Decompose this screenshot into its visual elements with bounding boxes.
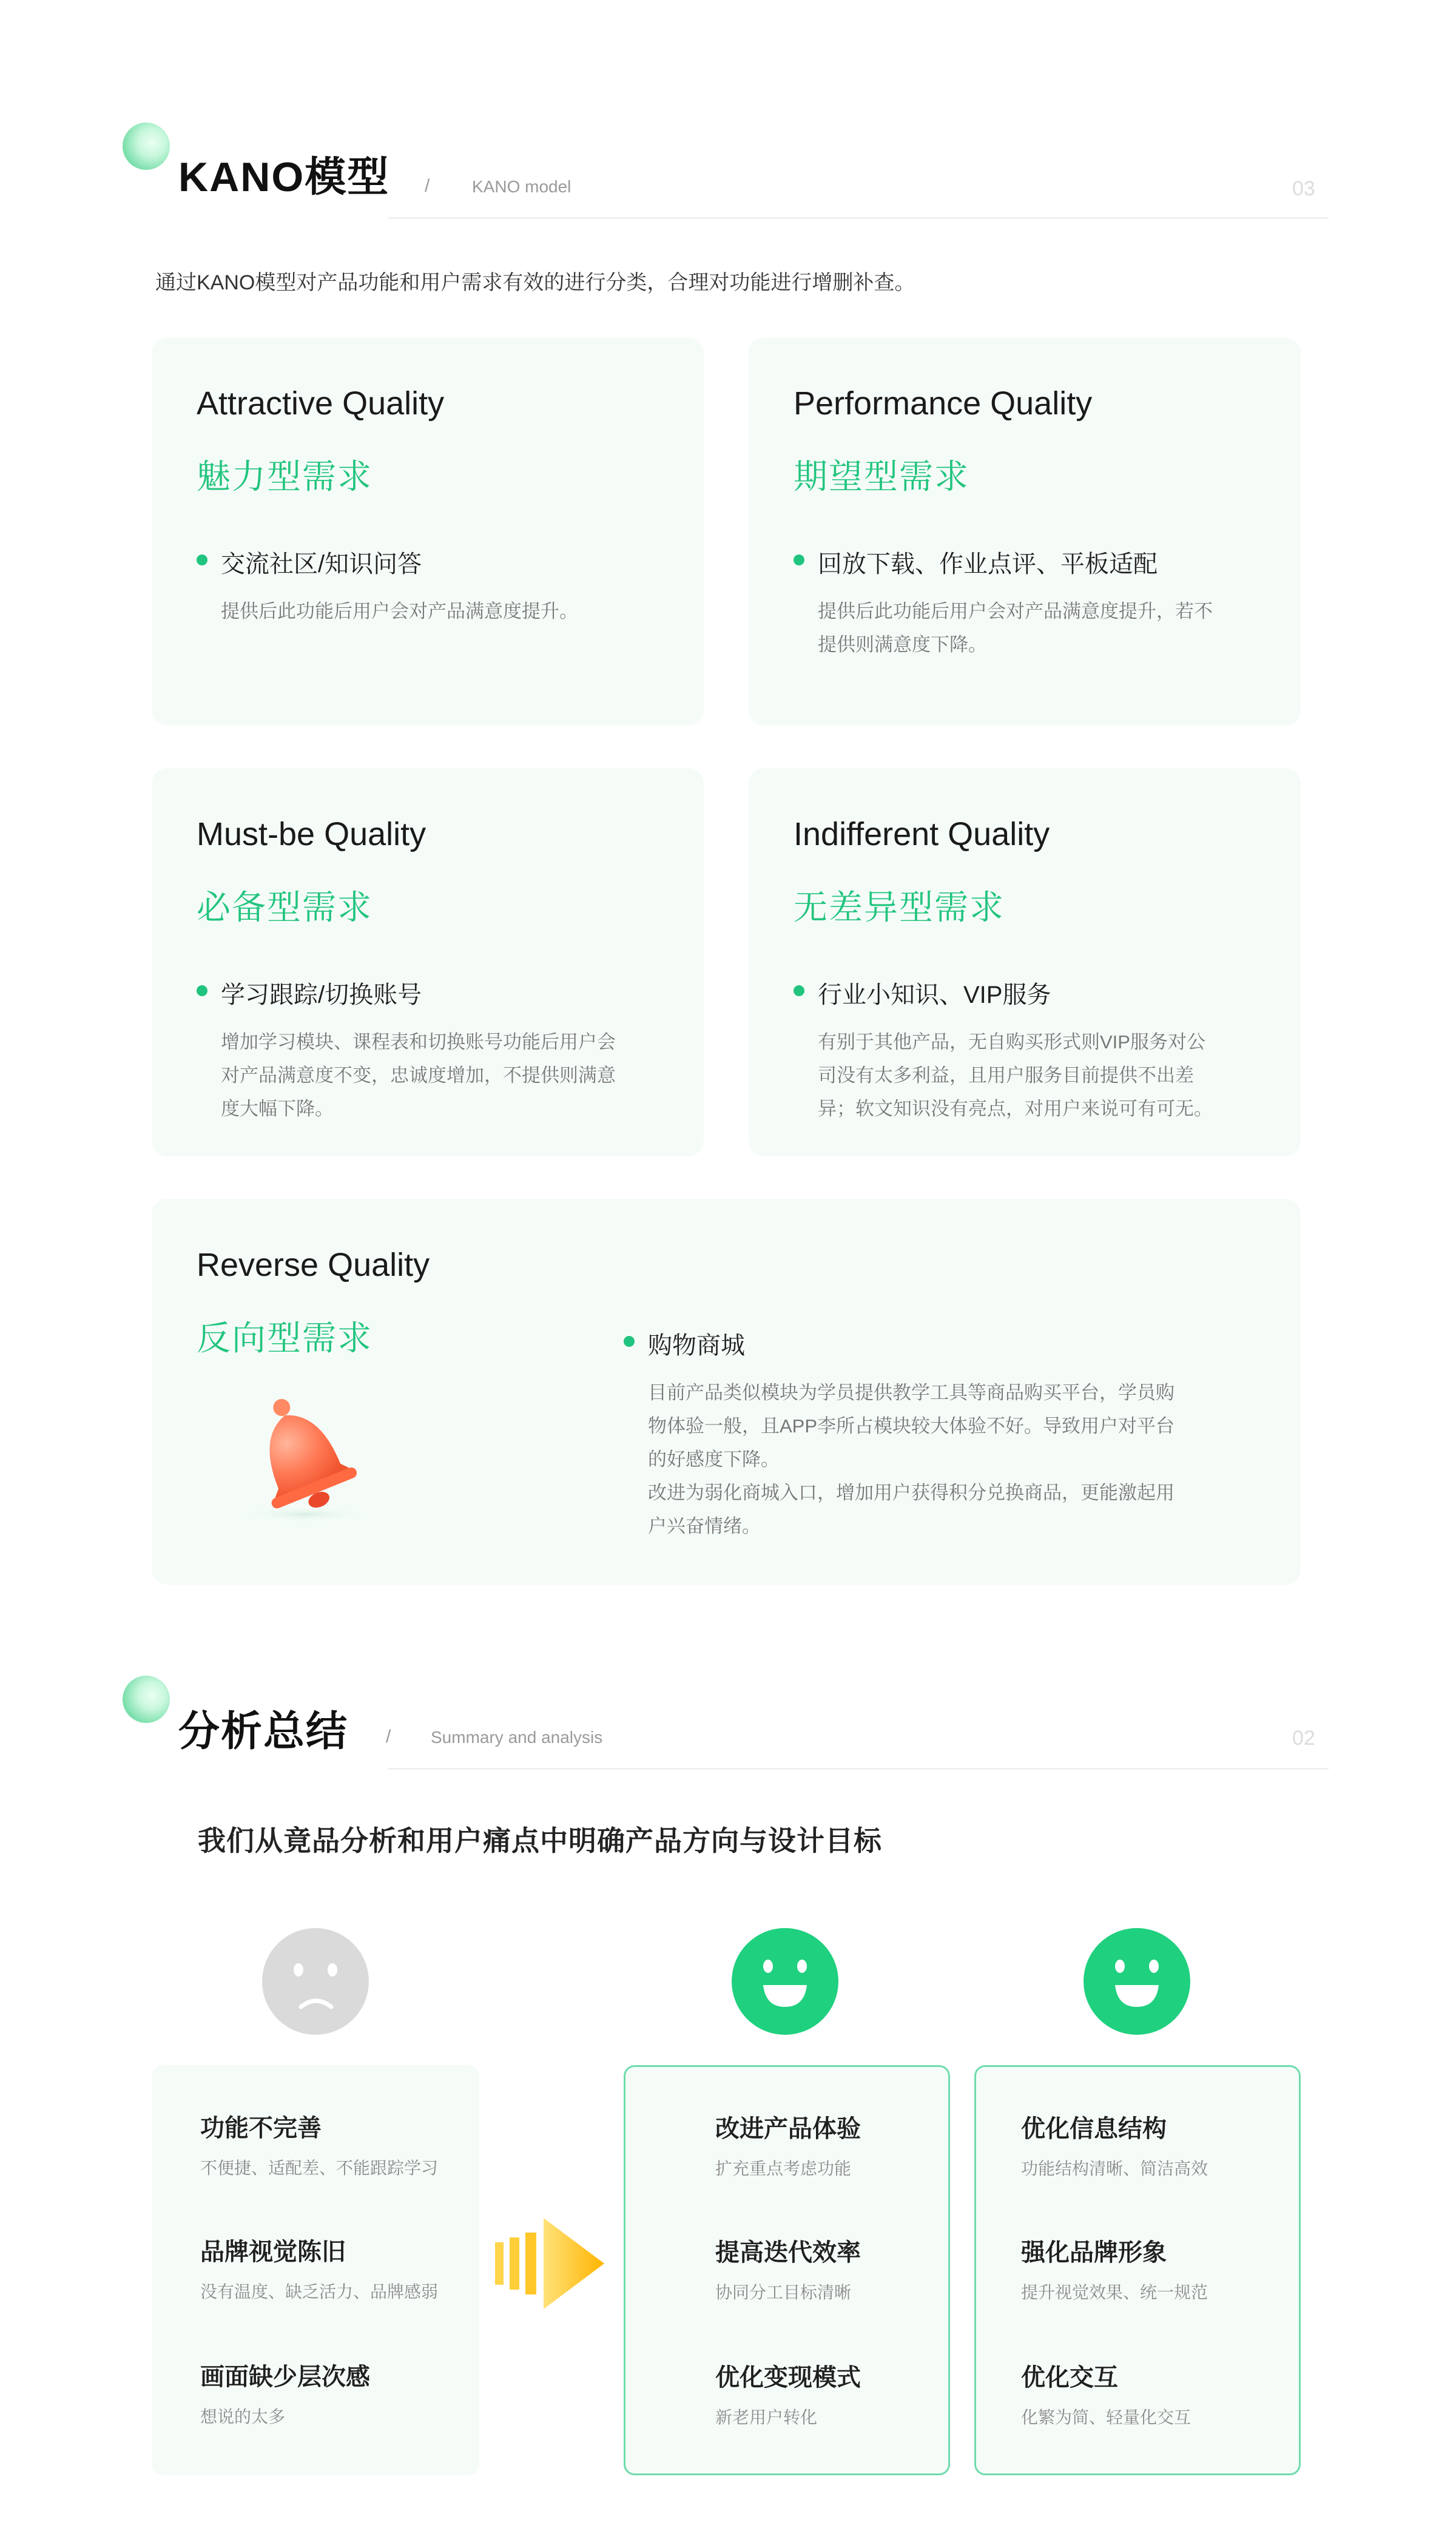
face-mouth	[297, 1994, 335, 2009]
card-title-en: Must-be Quality	[197, 816, 426, 852]
summary-item-title: 改进产品体验	[715, 2116, 861, 2142]
desc-line: 户兴奋情绪。	[648, 1515, 761, 1537]
desc-line: 增加学习模块、课程表和切换账号功能后用户会	[221, 1031, 616, 1053]
summary-item-desc: 不便捷、适配差、不能跟踪学习	[200, 2159, 439, 2177]
desc-line: 异；软文知识没有亮点，对用户来说可有可无。	[818, 1098, 1213, 1119]
desc-line: 对产品满意度不变，忠诚度增加，不提供则满意	[221, 1065, 616, 1086]
card-title-en: Reverse Quality	[197, 1247, 430, 1283]
section-divider-slash: /	[386, 1727, 391, 1747]
summary-item-desc: 扩充重点考虑功能	[715, 2159, 852, 2178]
summary-item-title: 品牌视觉陈旧	[200, 2239, 346, 2265]
section-subtitle: KANO model	[472, 177, 571, 196]
bullet-dot-icon	[197, 555, 207, 565]
card-item-title: 购物商城	[648, 1332, 745, 1359]
desc-line: 目前产品类似模块为学员提供教学工具等商品购买平台，学员购	[648, 1382, 1175, 1403]
summary-item-title: 提高迭代效率	[715, 2239, 861, 2266]
card-item-desc	[221, 1025, 616, 1125]
kano-card-indifferent	[749, 768, 1301, 1156]
happy-face-icon	[732, 1928, 838, 2035]
desc-line: 的好感度下降。	[648, 1449, 780, 1470]
face-eye	[763, 1960, 773, 1973]
summary-item-desc: 提升视觉效果、统一规范	[1021, 2283, 1208, 2302]
desc-line: 度大幅下降。	[221, 1098, 334, 1119]
section-dot-icon	[123, 123, 170, 170]
desc-line: 改进为弱化商城入口，增加用户获得积分兑换商品，更能激起用	[648, 1482, 1175, 1503]
summary-item-desc: 功能结构清晰、简洁高效	[1021, 2159, 1208, 2178]
card-title-en: Indifferent Quality	[794, 816, 1050, 852]
desc-line: 提供后此功能后用户会对产品满意度提升，若不	[818, 601, 1213, 622]
summary-item-title: 优化信息结构	[1021, 2116, 1167, 2142]
desc-line: 物体验一般，且APP李所占模块较大体验不好。导致用户对平台	[648, 1415, 1175, 1437]
bullet-dot-icon	[794, 555, 804, 565]
summary-item-desc: 化繁为简、轻量化交互	[1021, 2408, 1191, 2427]
card-item-desc	[818, 595, 1213, 661]
section-divider-slash: /	[425, 176, 430, 196]
summary-item-title: 功能不完善	[200, 2115, 322, 2142]
card-title-cn: 反向型需求	[197, 1319, 372, 1357]
card-item-title: 交流社区/知识问答	[221, 551, 422, 578]
section-subtitle: Summary and analysis	[431, 1728, 603, 1747]
summary-lead: 我们从竟品分析和用户痛点中明确产品方向与设计目标	[198, 1825, 882, 1856]
kano-card-performance	[749, 337, 1301, 726]
happy-face-icon	[1084, 1928, 1190, 2035]
card-item-title: 学习跟踪/切换账号	[221, 982, 422, 1008]
summary-item-title: 画面缺少层次感	[200, 2364, 370, 2390]
face-eye	[1115, 1960, 1125, 1973]
section-number: 02	[1292, 1727, 1315, 1750]
section-number: 03	[1292, 177, 1315, 200]
summary-item-desc: 想说的太多	[200, 2407, 286, 2426]
section-title: KANO模型	[178, 154, 390, 200]
card-item-desc	[221, 595, 578, 628]
section-intro: 通过KANO模型对产品功能和用户需求有效的进行分类，合理对功能进行增删补查。	[155, 271, 915, 294]
desc-line: 提供后此功能后用户会对产品满意度提升。	[221, 601, 578, 622]
face-eye	[1149, 1960, 1159, 1973]
bullet-dot-icon	[197, 985, 207, 996]
kano-card-attractive	[152, 337, 704, 726]
section-rule	[388, 217, 1329, 219]
sad-face-icon	[262, 1928, 369, 2035]
summary-goals-card	[624, 2065, 950, 2475]
arrow-right-icon	[493, 2218, 608, 2309]
face-mouth	[1113, 1983, 1161, 2009]
summary-problems-card	[152, 2065, 479, 2475]
card-title-en: Attractive Quality	[197, 385, 445, 422]
face-mouth	[761, 1983, 809, 2009]
summary-item-desc: 没有温度、缺乏活力、品牌感弱	[200, 2282, 439, 2301]
summary-item-title: 优化交互	[1021, 2364, 1118, 2391]
kano-card-must-be	[152, 768, 704, 1156]
summary-item-desc: 协同分工目标清晰	[715, 2283, 852, 2302]
summary-design-card	[974, 2065, 1301, 2475]
face-eye	[294, 1963, 303, 1977]
card-item-title: 回放下载、作业点评、平板适配	[818, 551, 1158, 578]
summary-item-desc: 新老用户转化	[715, 2408, 818, 2427]
card-item-title: 行业小知识、VIP服务	[818, 982, 1051, 1008]
bell-icon	[231, 1387, 370, 1526]
card-title-cn: 魅力型需求	[197, 457, 372, 496]
bullet-dot-icon	[794, 985, 804, 996]
summary-item-title: 强化品牌形象	[1021, 2239, 1167, 2266]
face-eye	[328, 1963, 337, 1977]
kano-card-reverse	[152, 1199, 1301, 1585]
desc-line: 司没有太多利益，且用户服务目前提供不出差	[818, 1065, 1194, 1086]
card-title-cn: 无差异型需求	[794, 888, 1005, 926]
summary-item-title: 优化变现模式	[715, 2364, 861, 2391]
bullet-dot-icon	[624, 1336, 635, 1347]
section-title: 分析总结	[178, 1708, 349, 1755]
section-rule	[388, 1768, 1329, 1770]
face-eye	[797, 1960, 807, 1973]
desc-line: 提供则满意度下降。	[818, 634, 987, 655]
card-title-cn: 必备型需求	[197, 888, 372, 926]
card-title-en: Performance Quality	[794, 385, 1093, 422]
section-dot-icon	[123, 1676, 170, 1723]
desc-line: 有别于其他产品，无自购买形式则VIP服务对公	[818, 1031, 1205, 1053]
card-item-desc	[818, 1025, 1213, 1125]
card-title-cn: 期望型需求	[794, 457, 969, 496]
card-item-desc	[648, 1376, 1175, 1543]
